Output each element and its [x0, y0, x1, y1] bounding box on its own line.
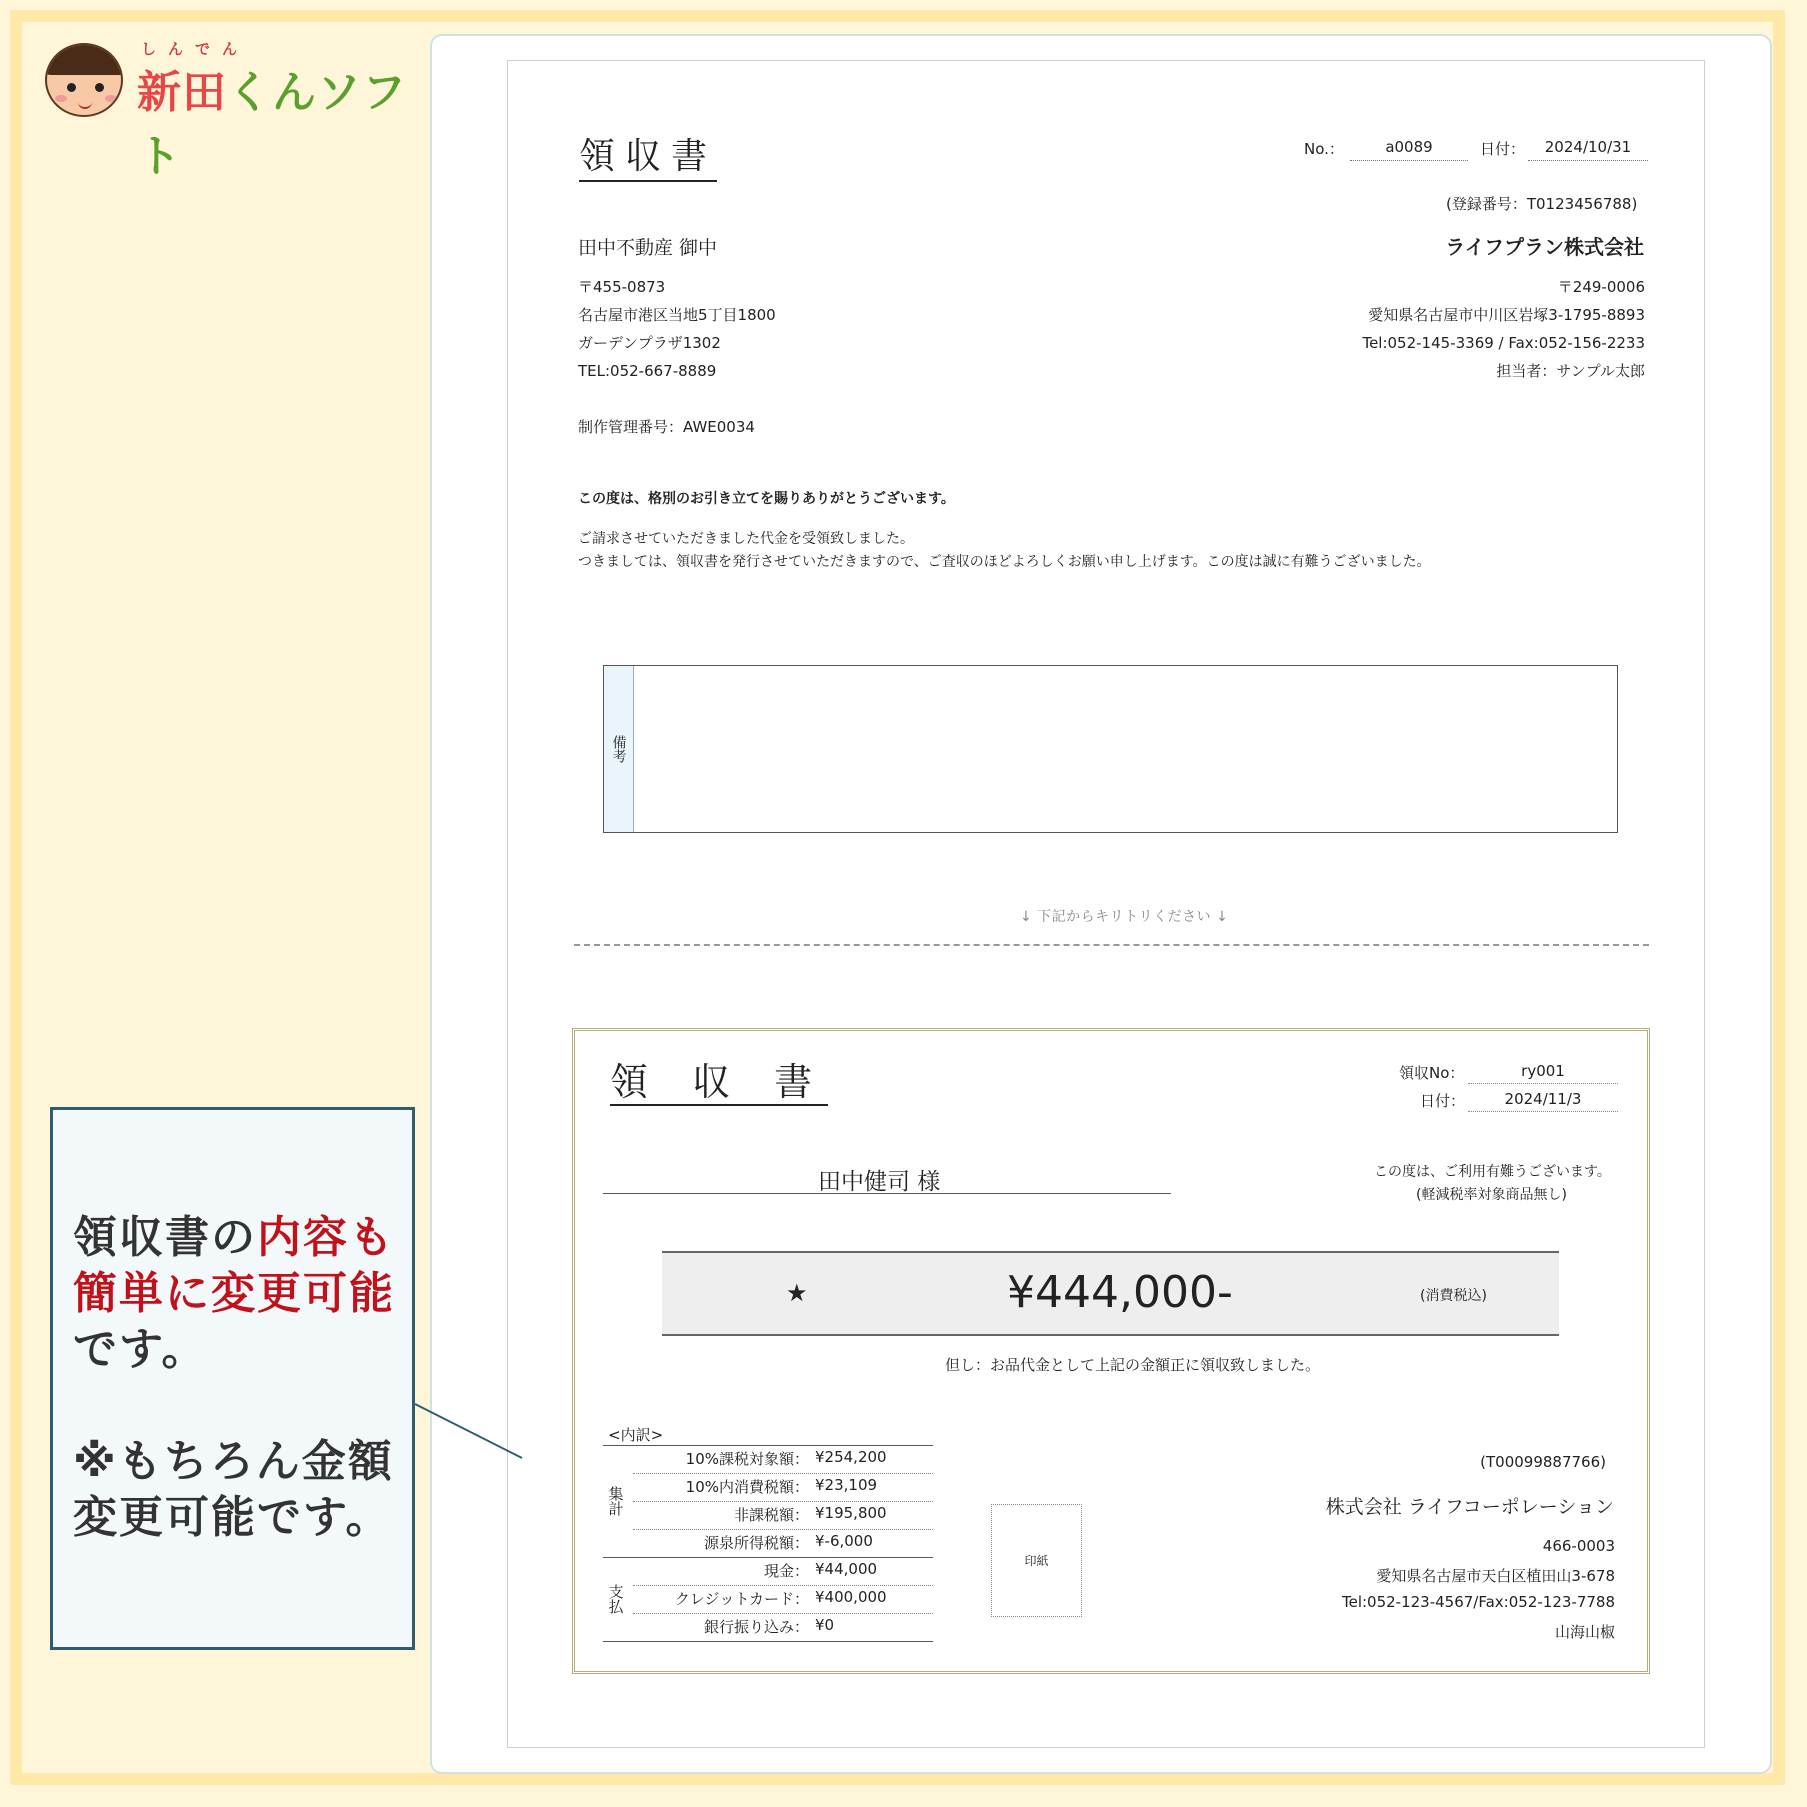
breakdown-title: <内訳> [608, 1426, 664, 1444]
table-row [603, 1473, 933, 1501]
issuer-zip: 〒249-0006 [1557, 278, 1645, 296]
breakdown-group-payment-label: 支払 [606, 1584, 625, 1614]
breakdown-value: ¥400,000 [815, 1588, 887, 1606]
table-row [603, 1557, 933, 1585]
recipient-address2: ガーデンプラザ1302 [578, 334, 721, 352]
receipt-bottom-no-value[interactable]: ry001 [1468, 1062, 1618, 1084]
breakdown-label: 非課税額： [733, 1506, 809, 1524]
issuer-company-name: ライフプラン株式会社 [1445, 235, 1644, 259]
breakdown-value: ¥23,109 [815, 1476, 878, 1494]
recipient-address1: 名古屋市港区当地5丁目1800 [578, 306, 776, 324]
issuer-tel: Tel:052-145-3369 / Fax:052-156-2233 [1362, 334, 1645, 352]
table-row [603, 1501, 933, 1529]
breakdown-value: ¥-6,000 [815, 1532, 873, 1550]
breakdown-label: 10%内消費税額： [685, 1478, 809, 1496]
table-row [603, 1445, 933, 1473]
receipt-no-value[interactable]: a0089 [1350, 138, 1468, 161]
receipt-bottom-no-label: 領収No： [1399, 1064, 1465, 1082]
breakdown-group-summary-label: 集計 [606, 1486, 625, 1516]
table-row [603, 1529, 933, 1557]
body-line-2: つきましては、領収書を発行させていただきますので、ご査収のほどよろしくお願い申し上げます。この度は誠に有難うございました。 [578, 554, 1431, 570]
customer-name-underline [603, 1193, 1171, 1194]
breakdown-value: ¥195,800 [815, 1504, 887, 1522]
issuer-address: 愛知県名古屋市中川区岩塚3-1795-8893 [1368, 306, 1645, 324]
reduced-tax-note: (軽減税率対象商品無し) [1416, 1187, 1567, 1203]
brand-logo [45, 38, 415, 182]
issuer-zip-bottom: 466-0003 [1542, 1537, 1615, 1555]
table-row [603, 1585, 933, 1613]
body-line-1: ご請求させていただきました代金を受領致しました。 [578, 531, 914, 547]
thanks-message: この度は、格別のお引き立てを賜りありがとうございます。 [578, 491, 955, 507]
breakdown-label: 現金： [763, 1562, 809, 1580]
total-amount[interactable]: ¥444,000- [1007, 1267, 1233, 1318]
recipient-zip: 〒455-0873 [578, 278, 666, 296]
callout-text: 領収書の内容も 簡単に変更可能 です。 ※もちろん金額 変更可能です。 [73, 1212, 395, 1543]
remarks-label: 備考 [604, 666, 634, 832]
breakdown-label: 10%課税対象額： [685, 1450, 809, 1468]
cut-line [574, 944, 1649, 946]
receipt-date-label: 日付： [1480, 140, 1526, 158]
proviso: 但し：お品代金として上記の金額正に領収致しました。 [945, 1356, 1321, 1374]
receipt-bottom-date-label: 日付： [1420, 1092, 1466, 1110]
issuer-address-bottom: 愛知県名古屋市天白区植田山3-678 [1376, 1567, 1615, 1585]
amount-box [662, 1251, 1559, 1336]
receipt-no-label: No.： [1304, 140, 1344, 158]
table-row [603, 1613, 933, 1641]
logo-text: 新田くんソフト [137, 67, 407, 182]
recipient-name: 田中不動産 御中 [578, 237, 718, 259]
revenue-stamp-box: 印紙 [991, 1504, 1082, 1617]
thanks-note: この度は、ご利用有難うございます。 [1374, 1164, 1611, 1180]
logo-ruby: しんでん [141, 40, 250, 58]
breakdown-value: ¥0 [815, 1616, 835, 1634]
registration-number: (登録番号：T0123456788) [1446, 195, 1638, 213]
issuer-tel-bottom: Tel:052-123-4567/Fax:052-123-7788 [1341, 1593, 1615, 1611]
breakdown-label: 銀行振り込み： [703, 1618, 809, 1636]
issuer-registration: (T00099887766) [1480, 1453, 1606, 1471]
cut-instruction: ↓ 下記からキリトリください ↓ [1020, 909, 1229, 925]
receipt-date-value[interactable]: 2024/10/31 [1528, 138, 1648, 161]
issuer-company: 株式会社 ライフコーポレーション [1325, 1496, 1614, 1518]
tax-included-note: (消費税込) [1420, 1288, 1487, 1304]
receipt-bottom-title: 領 収 書 [610, 1060, 829, 1104]
callout-box [50, 1107, 415, 1650]
breakdown-value: ¥44,000 [815, 1560, 878, 1578]
remarks-box[interactable] [603, 665, 1618, 833]
breakdown-label: クレジットカード： [674, 1590, 809, 1608]
receipt-top-title: 領収書 [579, 136, 717, 182]
breakdown-value: ¥254,200 [815, 1448, 887, 1466]
mascot-face-icon [45, 43, 123, 117]
customer-name: 田中健司 様 [818, 1169, 941, 1195]
control-number: 制作管理番号：AWE0034 [578, 418, 755, 436]
receipt-bottom-date-value[interactable]: 2024/11/3 [1468, 1090, 1618, 1112]
breakdown-label: 源泉所得税額： [703, 1534, 809, 1552]
issuer-person-bottom: 山海山椒 [1554, 1623, 1615, 1641]
star-icon: ★ [786, 1279, 808, 1307]
issuer-person: 担当者：サンプル太郎 [1496, 362, 1645, 380]
recipient-tel: TEL:052-667-8889 [578, 362, 717, 380]
